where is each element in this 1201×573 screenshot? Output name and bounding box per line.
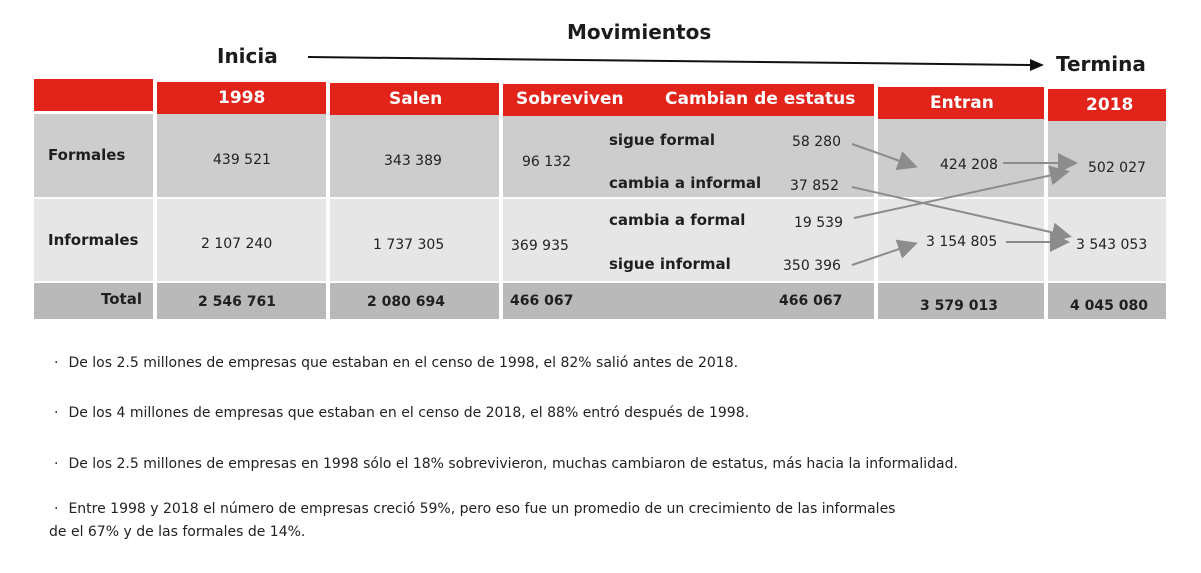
total-salen: 2 080 694 bbox=[367, 294, 445, 310]
header-2018: 2018 bbox=[1086, 95, 1134, 115]
formales-salen: 343 389 bbox=[384, 153, 442, 169]
note-3 bbox=[54, 456, 958, 472]
row-label-total: Total bbox=[101, 290, 142, 308]
note-3-text: De los 2.5 millones de empresas en 1998 sólo el 18% sobrevivieron, muchas cambiaron de estatus, más hacia la informalidad. bbox=[68, 456, 958, 472]
arrow-sigue-informal bbox=[852, 244, 914, 265]
header-cambian-estatus: Cambian de estatus bbox=[665, 89, 856, 109]
status-cambia-formal-label: cambia a formal bbox=[609, 211, 746, 229]
formales-2018: 502 027 bbox=[1088, 160, 1146, 176]
status-sigue-formal-value: 58 280 bbox=[792, 134, 841, 150]
note-2 bbox=[54, 405, 749, 421]
note-4-text: Entre 1998 y 2018 el número de empresas creció 59%, pero eso fue un promedio de un crecimiento de las informales bbox=[68, 501, 896, 517]
total-2018: 4 045 080 bbox=[1070, 298, 1148, 314]
status-cambia-informal-value: 37 852 bbox=[790, 178, 839, 194]
row-label-informales: Informales bbox=[48, 231, 139, 249]
status-cambia-formal-value: 19 539 bbox=[794, 215, 843, 231]
note-1 bbox=[54, 355, 738, 371]
movimientos-label: Movimientos bbox=[567, 20, 712, 44]
note-2-text: De los 4 millones de empresas que estaban en el censo de 2018, el 88% entró después de 1998. bbox=[68, 405, 750, 421]
header-salen: Salen bbox=[389, 89, 443, 109]
bullet-dot: · bbox=[54, 501, 59, 517]
status-sigue-formal-label: sigue formal bbox=[609, 131, 716, 149]
informales-salen: 1 737 305 bbox=[373, 237, 445, 253]
header-entran: Entran bbox=[930, 93, 994, 113]
total-sobreviven: 466 067 bbox=[510, 293, 574, 309]
bullet-dot: · bbox=[54, 456, 59, 472]
header-1998: 1998 bbox=[218, 88, 266, 108]
informales-2018: 3 543 053 bbox=[1076, 237, 1148, 253]
informales-1998: 2 107 240 bbox=[201, 236, 273, 252]
bullet-dot: · bbox=[54, 405, 59, 421]
total-status: 466 067 bbox=[779, 293, 843, 309]
note-4 bbox=[54, 501, 895, 517]
formales-1998: 439 521 bbox=[213, 152, 271, 168]
arrow-sigue-formal bbox=[852, 144, 914, 166]
formales-sobreviven: 96 132 bbox=[522, 154, 571, 170]
status-cambia-informal-label: cambia a informal bbox=[609, 174, 762, 192]
header-sobreviven: Sobreviven bbox=[516, 89, 624, 109]
inicia-label: Inicia bbox=[217, 44, 278, 68]
status-sigue-informal-value: 350 396 bbox=[783, 258, 841, 274]
note-1-text: De los 2.5 millones de empresas que estaban en el censo de 1998, el 82% salió antes de 2018. bbox=[68, 355, 739, 371]
informales-sobreviven: 369 935 bbox=[511, 238, 569, 254]
status-sigue-informal-label: sigue informal bbox=[609, 255, 731, 273]
bullet-dot: · bbox=[54, 355, 59, 371]
row-label-formales: Formales bbox=[48, 146, 126, 164]
termina-label: Termina bbox=[1056, 52, 1146, 76]
total-entran: 3 579 013 bbox=[920, 298, 998, 314]
informales-entran: 3 154 805 bbox=[926, 234, 998, 250]
formales-entran: 424 208 bbox=[940, 157, 998, 173]
note-4-continued: de el 67% y de las formales de 14%. bbox=[49, 524, 306, 540]
total-1998: 2 546 761 bbox=[198, 294, 276, 310]
